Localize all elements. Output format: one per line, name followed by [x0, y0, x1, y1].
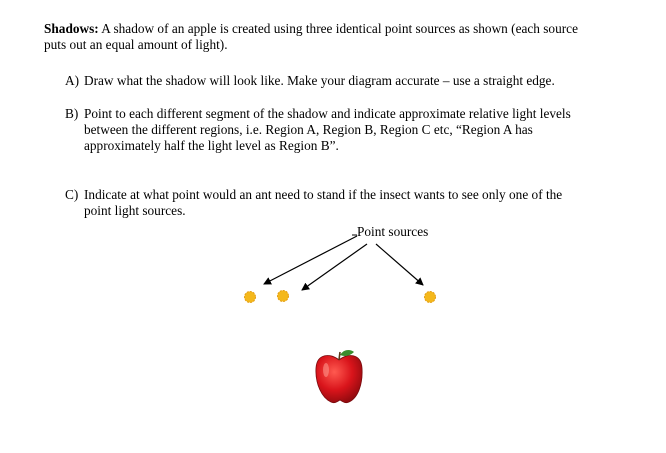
- arrow-to-light-2: [302, 244, 367, 290]
- question-c-line-2: point light sources.: [84, 203, 186, 218]
- light-source-1-icon: [245, 292, 256, 303]
- question-a-line-1: Draw what the shadow will look like. Make your diagram accurate – use a straight edge.: [84, 73, 555, 88]
- question-b-line-2: between the different regions, i.e. Region A, Region B, Region C etc, “Region A has: [84, 122, 533, 137]
- question-b-line-1: Point to each different segment of the shadow and indicate approximate relative light levels: [84, 106, 571, 121]
- apple-icon: [316, 350, 362, 403]
- point-sources-label: Point sources: [357, 224, 429, 239]
- question-c-line-1: Indicate at what point would an ant need to stand if the insect wants to see only one of the: [84, 187, 563, 202]
- intro-heading: Shadows:: [44, 21, 99, 36]
- light-source-2-icon: [278, 291, 289, 302]
- intro-line-1: A shadow of an apple is created using three identical point sources as shown (each source: [98, 21, 578, 36]
- arrow-to-light-3: [376, 244, 423, 285]
- intro-line-2: puts out an equal amount of light).: [44, 37, 228, 52]
- question-c-label: C): [65, 187, 79, 202]
- arrow-to-light-1: [264, 236, 357, 284]
- light-source-3-icon: [425, 292, 436, 303]
- question-b-line-3: approximately half the light level as Region B”.: [84, 138, 339, 153]
- question-a-label: A): [65, 73, 80, 88]
- question-b-label: B): [65, 106, 79, 121]
